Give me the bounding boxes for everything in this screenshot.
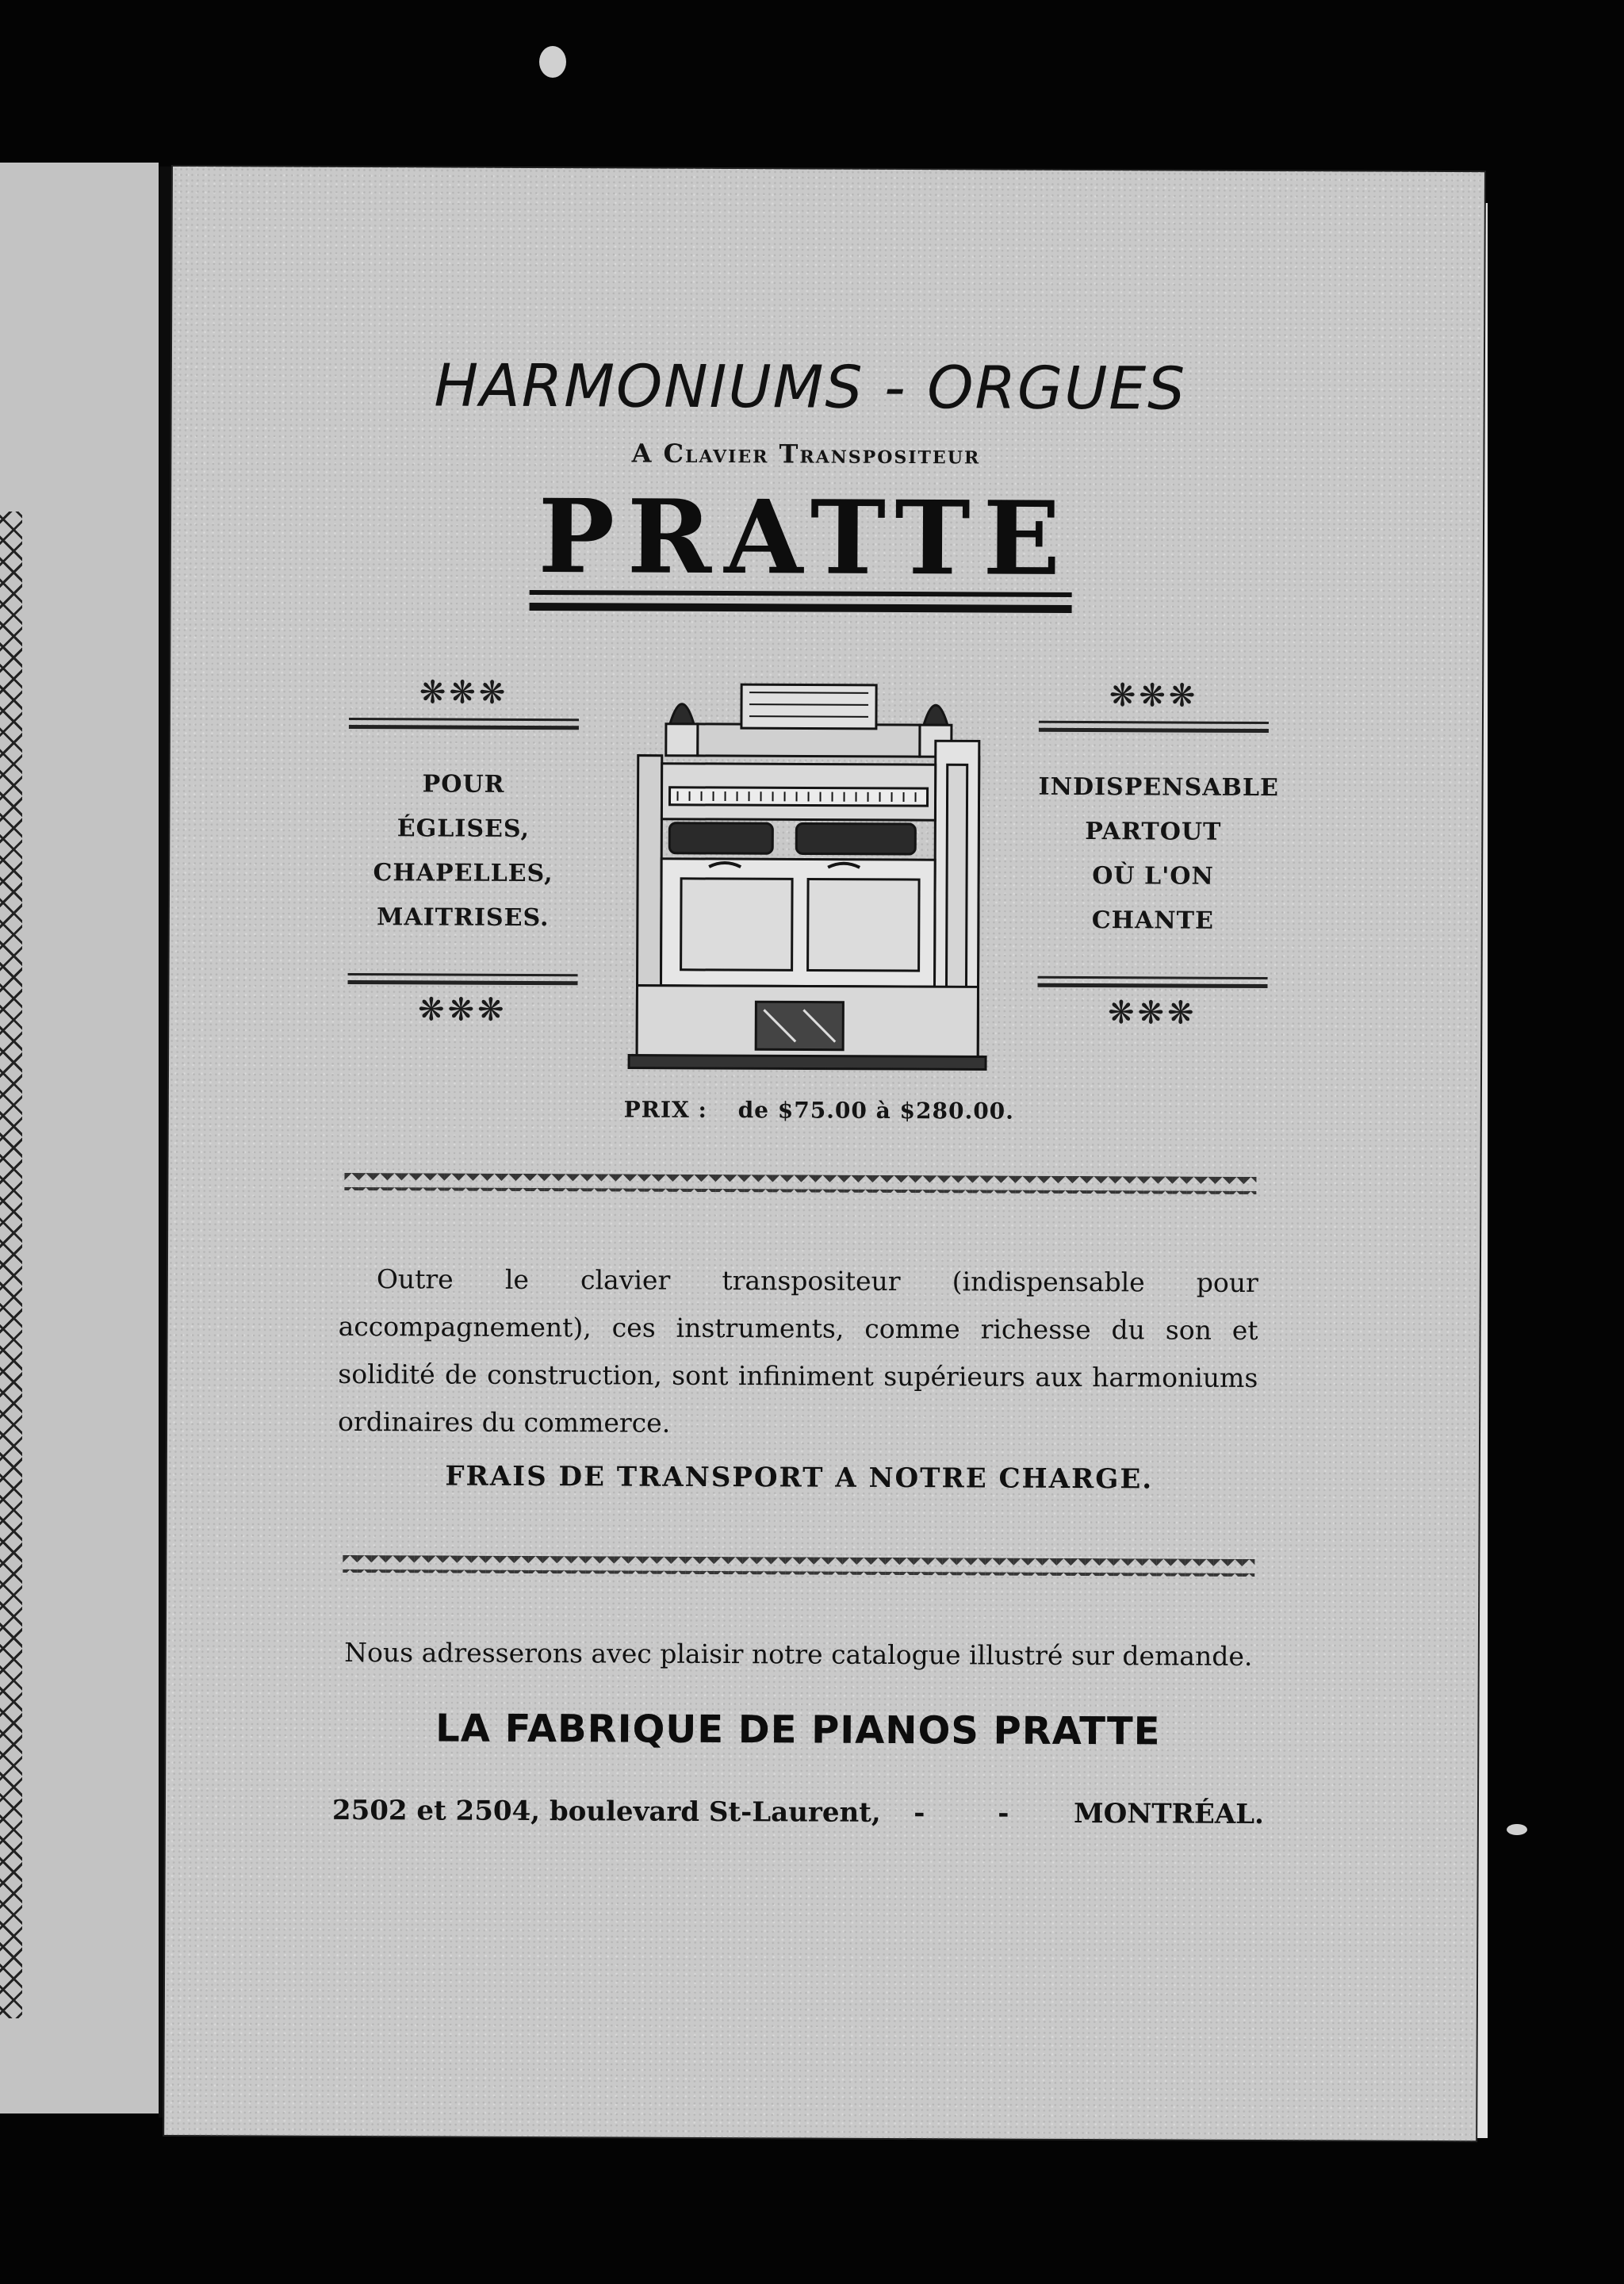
right-side-line: CHANTE — [1091, 906, 1215, 935]
address-separator: - - — [914, 1797, 1041, 1830]
address-line — [332, 1795, 1264, 1830]
divider — [348, 973, 578, 985]
left-side-line: POUR — [422, 770, 505, 799]
star-ornament-icon: ❋❋❋ — [1109, 677, 1199, 715]
left-side-text — [348, 738, 579, 964]
catalog-note: Nous adresserons avec plaisir notre catalogue illustré sur demande. — [344, 1636, 1253, 1672]
divider — [1037, 976, 1267, 988]
left-side-panel — [347, 674, 579, 1029]
advertisement-page — [164, 167, 1484, 2140]
star-ornament-icon: ❋❋❋ — [1107, 994, 1197, 1032]
address-street: 2502 et 2504, boulevard St-Laurent, — [331, 1794, 881, 1829]
brand-name: PRATTE — [538, 477, 1074, 599]
body-paragraph: Outre le clavier transpositeur (indispensable pour accompagnement), ces instruments, comme richesse du son et solidité de construction, sont infiniment supérieurs aux harmoniums ordinaires du commerce. — [338, 1263, 1258, 1439]
price-line — [502, 1096, 1136, 1125]
price-range: de $75.00 à $280.00. — [737, 1097, 1015, 1125]
dust-speck — [539, 46, 566, 78]
address-city: MONTRÉAL. — [1073, 1797, 1265, 1831]
right-side-line: PARTOUT — [1085, 818, 1222, 846]
right-side-line: OÙ L'ON — [1092, 862, 1214, 891]
headline: HARMONIUMS - ORGUES — [434, 351, 1187, 423]
star-ornament-icon: ❋❋❋ — [417, 991, 508, 1029]
price-label: PRIX : — [623, 1096, 707, 1123]
right-side-panel — [1037, 677, 1279, 1032]
harmonium-illustration — [621, 668, 995, 1082]
left-side-line: MAITRISES. — [377, 903, 550, 933]
star-ornament-icon: ❋❋❋ — [419, 674, 509, 711]
left-side-line: CHAPELLES, — [373, 859, 553, 888]
zigzag-divider — [343, 1555, 1254, 1577]
company-name: LA FABRIQUE DE PIANOS PRATTE — [435, 1706, 1161, 1754]
decorative-border — [0, 512, 22, 2018]
brand-underline — [530, 590, 1072, 613]
zigzag-divider — [344, 1173, 1256, 1194]
divider — [349, 718, 579, 730]
left-facing-page — [0, 163, 159, 2113]
freight-note: FRAIS DE TRANSPORT A NOTRE CHARGE. — [445, 1460, 1154, 1496]
dust-speck — [1507, 1824, 1527, 1835]
left-side-line: ÉGLISES, — [396, 814, 530, 843]
right-side-line: INDISPENSABLE — [1038, 772, 1279, 803]
divider — [1039, 721, 1269, 733]
subheadline: A Clavier Transpositeur — [631, 438, 981, 470]
right-side-text — [1038, 742, 1279, 968]
